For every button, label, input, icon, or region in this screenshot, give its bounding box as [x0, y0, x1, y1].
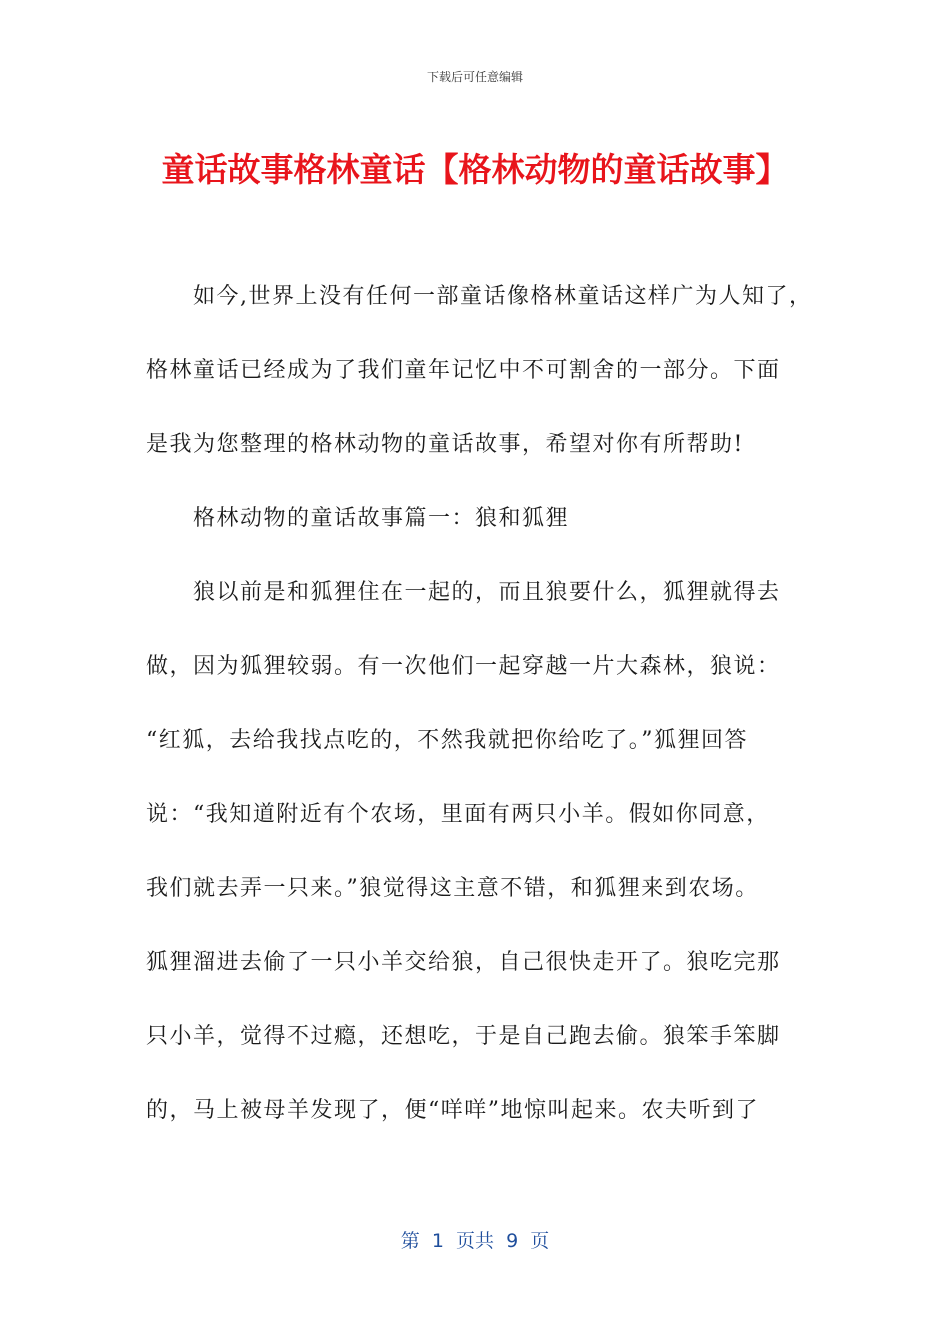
paragraph-line: 只小羊，觉得不过瘾，还想吃，于是自己跑去偷。狼笨手笨脚 [146, 1024, 781, 1049]
paragraph-line: 我们就去弄一只来。”狼觉得这主意不错，和狐狸来到农场。 [146, 876, 759, 901]
header-note: 下载后可任意编辑 [426, 70, 523, 84]
paragraph-line: 狐狸溜进去偷了一只小羊交给狼，自己很快走开了。狼吃完那 [146, 950, 781, 975]
paragraph-line: 是我为您整理的格林动物的童话故事，希望对你有所帮助! [146, 432, 744, 457]
paragraph-line: 格林童话已经成为了我们童年记忆中不可割舍的一部分。下面 [146, 358, 781, 383]
paragraph-line: 做，因为狐狸较弱。有一次他们一起穿越一片大森林，狼说： [146, 654, 781, 679]
paragraph-line: 狼以前是和狐狸住在一起的，而且狼要什么，狐狸就得去 [193, 580, 781, 605]
paragraph-line: 如今,世界上没有任何一部童话像格林童话这样广为人知了， [193, 284, 813, 309]
paragraph-line: 的，马上被母羊发现了，便“咩咩”地惊叫起来。农夫听到了 [146, 1098, 759, 1123]
document-title: 童话故事格林童话【格林动物的童话故事】 [161, 150, 789, 189]
paragraph-line: 说：“我知道附近有个农场，里面有两只小羊。假如你同意， [146, 802, 770, 827]
section-heading: 格林动物的童话故事篇一：狼和狐狸 [193, 506, 570, 531]
paragraph-line: “红狐，去给我找点吃的，不然我就把你给吃了。”狐狸回答 [146, 728, 748, 753]
page-footer: 第 1 页共 9 页 [400, 1230, 550, 1252]
